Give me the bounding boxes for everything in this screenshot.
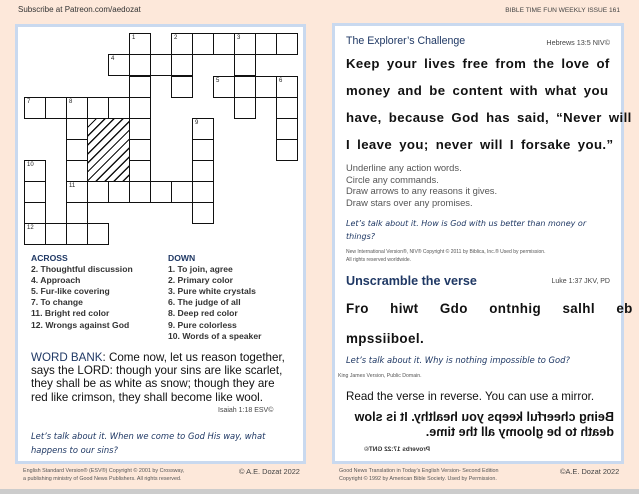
- unscramble-ref: Luke 1:37 JKV, PD: [551, 278, 610, 285]
- crossword-cell[interactable]: [129, 33, 151, 55]
- crossword-cell[interactable]: [87, 97, 109, 119]
- clue-number: 5: [216, 77, 220, 84]
- crossword-cell[interactable]: [171, 76, 193, 98]
- clue-item: 9. Pure colorless: [168, 319, 237, 330]
- crossword-cell[interactable]: [276, 118, 298, 140]
- crossword-cell[interactable]: [66, 118, 88, 140]
- crossword-cell[interactable]: [192, 118, 214, 140]
- clue-item: 2. Primary color: [168, 275, 233, 286]
- crossword-cell[interactable]: [129, 118, 151, 140]
- crossword-cell[interactable]: [150, 54, 172, 76]
- crossword-cell[interactable]: [45, 97, 67, 119]
- crossword-cell[interactable]: [66, 223, 88, 245]
- clue-item: 8. Deep red color: [168, 308, 238, 319]
- clue-item: 10. Words of a speaker: [168, 330, 262, 341]
- left-talk-prompt: Let’s talk about it. When we come to God His way, what happens to our sins?: [31, 431, 266, 455]
- crossword-cell[interactable]: [276, 139, 298, 161]
- crossword-cell[interactable]: [234, 76, 256, 98]
- esv-copyright: English Standard Version® (ESV®) Copyright © 2001 by Crossway, a publishing ministry of Good News Publishers. All rights reserved.: [23, 468, 185, 482]
- niv-copyright: New International Version®, NIV® Copyright © 2011 by Biblica, Inc.® Used by permission. All rights reserved worldwide.: [346, 249, 546, 263]
- clue-number: 8: [69, 98, 73, 105]
- right-talk-prompt: Let’s talk about it. How is God with us better than money or things?: [346, 219, 587, 241]
- word-bank-ref: Isaiah 1:18 ESV©: [218, 407, 274, 414]
- kjv-note: King James Version, Public Domain.: [338, 373, 422, 379]
- crossword-cell[interactable]: [192, 181, 214, 203]
- mirrored-verse: Being cheerful keeps you healthy. It is slow death to be gloomy all the time.: [354, 410, 614, 439]
- verse-line: money and be content with what you: [346, 83, 609, 98]
- crossword-cell[interactable]: [108, 54, 130, 76]
- crossword-cell[interactable]: [129, 97, 151, 119]
- left-copyright: © A.E. Dozat 2022: [239, 467, 300, 476]
- clue-number: 1: [132, 35, 136, 42]
- clue-number: 7: [27, 98, 31, 105]
- clue-number: 11: [69, 183, 76, 189]
- crossword-cell[interactable]: [87, 223, 109, 245]
- crossword-cell[interactable]: [24, 97, 46, 119]
- clue-item: 1. To join, agree: [168, 264, 233, 275]
- down-heading: DOWN: [168, 253, 196, 263]
- across-clues: [31, 253, 133, 331]
- verse-line: I leave you; never will I forsake you.”: [346, 137, 614, 152]
- word-bank-text: : Come now, let us reason together, says the LORD: though your sins are like scarlet, they shall be as white as snow; though they are red like crimson, they shall become like wool.: [31, 351, 285, 404]
- clue-item: 7. To change: [31, 297, 83, 308]
- gnt-copyright: Good News Translation in Today’s English Version- Second Edition Copyright © 1992 by American Bible Society. Used by Permission.: [339, 468, 499, 482]
- clue-number: 9: [195, 119, 199, 126]
- crossword-cell[interactable]: [192, 202, 214, 224]
- crossword-cell[interactable]: [171, 181, 193, 203]
- crossword-cell[interactable]: [234, 54, 256, 76]
- explorer-title: The Explorer’s Challenge: [346, 35, 466, 47]
- crossword-cell[interactable]: [192, 139, 214, 161]
- unscramble-talk-prompt: Let’s talk about it. Why is nothing impossible to God?: [346, 355, 570, 365]
- clue-item: 12. Wrongs against God: [31, 319, 130, 330]
- clue-number: 4: [111, 56, 115, 63]
- clue-item: 11. Bright red color: [31, 308, 110, 319]
- verse-line: Keep your lives free from the love of: [346, 56, 610, 71]
- crossword-cell[interactable]: [276, 76, 298, 98]
- crossword-cell[interactable]: [24, 223, 46, 245]
- clue-number: 10: [27, 161, 34, 168]
- scrambled-line: mpssiiboel.: [346, 331, 425, 346]
- clue-number: 3: [237, 35, 241, 42]
- crossword-cell[interactable]: [150, 181, 172, 203]
- word-bank: [31, 351, 291, 404]
- reverse-instruction: Read the verse in reverse. You can use a mirror.: [346, 390, 595, 403]
- crossword-cell[interactable]: [129, 181, 151, 203]
- verse-line: have, because God has said, “Never will: [346, 110, 632, 125]
- explorer-ref: Hebrews 13:5 NIV©: [546, 38, 610, 47]
- right-copyright: ©A.E. Dozat 2022: [560, 467, 620, 476]
- clue-number: 2: [174, 35, 178, 42]
- clue-item: 2. Thoughtful discussion: [31, 264, 133, 275]
- clue-item: 6. The judge of all: [168, 297, 241, 308]
- crossword-cell[interactable]: [213, 76, 235, 98]
- crossword-cell[interactable]: [234, 33, 256, 55]
- crossword-cell[interactable]: [255, 33, 277, 55]
- across-heading: ACROSS: [31, 253, 68, 263]
- crossword-cell[interactable]: [66, 160, 88, 182]
- crossword-cell[interactable]: [87, 181, 109, 203]
- crossword-cell[interactable]: [66, 181, 88, 203]
- crossword-cell[interactable]: [171, 54, 193, 76]
- crossword-cell[interactable]: [213, 33, 235, 55]
- crossword-cell[interactable]: [45, 223, 67, 245]
- clue-number: 6: [279, 77, 283, 84]
- scrambled-line: Fro hiwt Gdo ontnhig salhl eb: [346, 301, 633, 316]
- down-clues: [168, 253, 261, 342]
- bottom-divider: [0, 489, 639, 494]
- hatched-block: [87, 118, 130, 183]
- crossword-cell[interactable]: [192, 160, 214, 182]
- crossword-cell[interactable]: [129, 54, 151, 76]
- crossword-cell[interactable]: [171, 33, 193, 55]
- clue-number: 12: [27, 225, 34, 232]
- crossword-cell[interactable]: [234, 97, 256, 119]
- crossword-cell[interactable]: [276, 97, 298, 119]
- word-bank-label: WORD BANK: [31, 351, 103, 364]
- crossword-cell[interactable]: [129, 76, 151, 98]
- crossword-cell[interactable]: [24, 202, 46, 224]
- crossword-cell[interactable]: [108, 181, 130, 203]
- crossword-cell[interactable]: [66, 97, 88, 119]
- subscribe-link[interactable]: Subscribe at Patreon.com/aedozat: [18, 5, 141, 14]
- crossword-cell[interactable]: [255, 76, 277, 98]
- crossword-cell[interactable]: [129, 139, 151, 161]
- crossword-cell[interactable]: [24, 181, 46, 203]
- crossword-cell[interactable]: [192, 33, 214, 55]
- issue-label: BIBLE TIME FUN WEEKLY ISSUE 161: [505, 7, 620, 14]
- crossword-cell[interactable]: [24, 160, 46, 182]
- clue-item: 3. Pure white crystals: [168, 286, 256, 297]
- unscramble-title: Unscramble the verse: [346, 274, 477, 288]
- instructions: Underline any action words. Circle any commands. Draw arrows to any reasons it gives. Draw stars over any promises.: [346, 162, 498, 208]
- clue-item: 5. Fur-like covering: [31, 286, 110, 297]
- mirrored-ref: Proverbs 17:22 GNT©: [364, 446, 430, 453]
- crossword-cell[interactable]: [66, 202, 88, 224]
- crossword-cell[interactable]: [108, 97, 130, 119]
- crossword-cell[interactable]: [66, 139, 88, 161]
- clue-item: 4. Approach: [31, 275, 81, 286]
- crossword-cell[interactable]: [276, 33, 298, 55]
- crossword-cell[interactable]: [129, 160, 151, 182]
